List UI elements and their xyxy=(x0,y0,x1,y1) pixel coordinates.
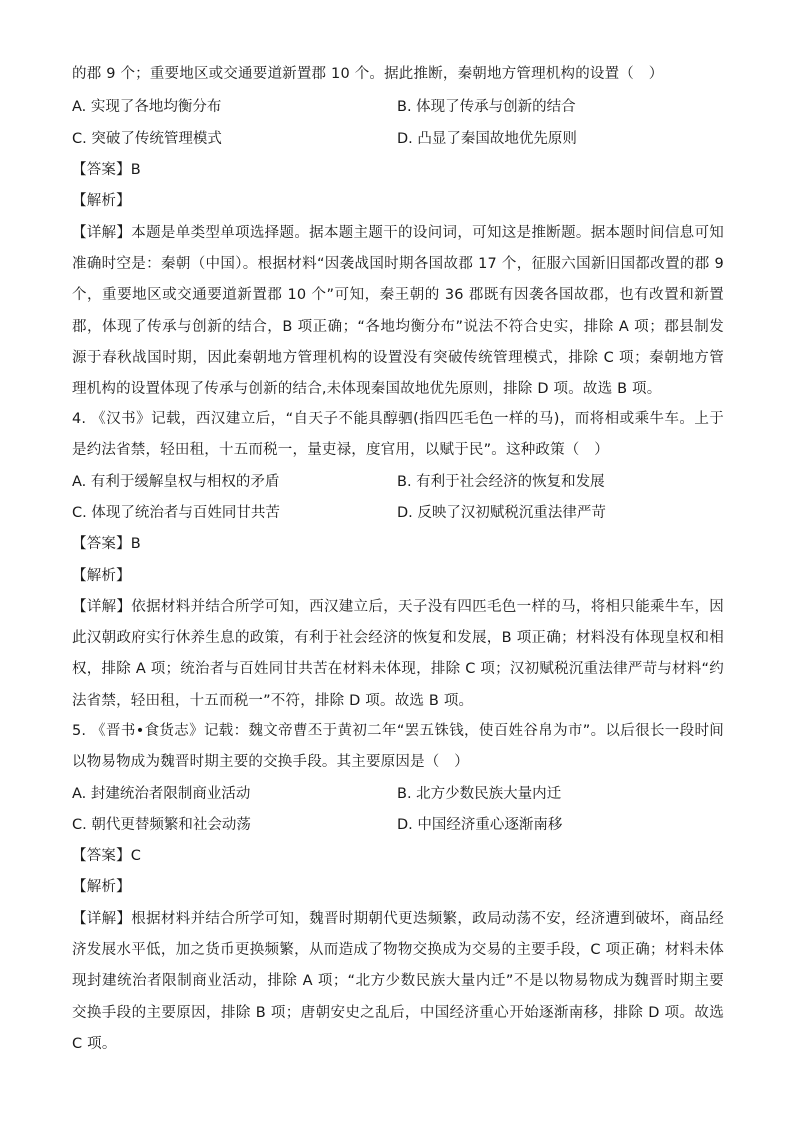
option-label: B. xyxy=(397,99,412,115)
option-label: C. xyxy=(72,817,87,833)
option-text: 体现了传承与创新的结合 xyxy=(416,99,576,115)
q3-analysis-title: 【解析】 xyxy=(72,193,131,209)
option-text: 有利于社会经济的恢复和发展 xyxy=(416,474,605,490)
option-text: 反映了汉初赋税沉重法律严苛 xyxy=(417,505,606,521)
q5-analysis-title: 【解析】 xyxy=(72,879,131,895)
option-text: 北方少数民族大量内迁 xyxy=(416,786,562,802)
q5-option-b[interactable] xyxy=(397,779,561,810)
q3-option-b[interactable] xyxy=(397,92,576,123)
q3-stem-tail: 的郡 9 个；重要地区或交通要道新置郡 10 个。据此推断，秦朝地方管理机构的设置（ ） xyxy=(72,66,664,82)
q5-detail: 【详解】根据材料并结合所学可知，魏晋时期朝代更迭频繁，政局动荡不安，经济遭到破坏，商品经济发展水平低，加之货币更换频繁，从而造成了物物交换成为交易的主要手段，C 项正确；材料未体现封建统治者限制商业活动，排除 A 项；“北方少数民族大量内迁”不是以物易物成为魏晋时期主要交换手段的主要原因，排除 B 项；唐朝安史之乱后，中国经济重心开始逐渐南移，排除 D 项。故选 C 项。 xyxy=(72,911,724,1052)
q5-stem: 5. 《晋书•食货志》记载：魏文帝曹丕于黄初二年“罢五铢钱，使百姓谷帛为市”。以后很长一段时间以物易物成为魏晋时期主要的交换手段。其主要原因是（ ） xyxy=(72,723,724,771)
q4-option-a[interactable] xyxy=(72,467,279,498)
q4-analysis-title: 【解析】 xyxy=(72,568,131,584)
q3-option-c[interactable] xyxy=(72,124,222,155)
q5-option-c[interactable] xyxy=(72,810,251,841)
option-label: A. xyxy=(72,99,87,115)
q5-option-d[interactable] xyxy=(397,810,562,841)
q3-option-d[interactable] xyxy=(397,124,577,155)
option-text: 体现了统治者与百姓同甘共苦 xyxy=(91,505,280,521)
option-label: B. xyxy=(397,786,412,802)
q4-option-c[interactable] xyxy=(72,498,280,529)
q4-option-d[interactable] xyxy=(397,498,606,529)
q4-stem: 4. 《汉书》记载，西汉建立后，“自天子不能具醇驷(指四匹毛色一样的马)，而将相或乘牛车。上于是约法省禁，轻田租，十五而税一，量吏禄，度官用，以赋于民”。这种政策（ ） xyxy=(72,411,724,459)
option-text: 凸显了秦国故地优先原则 xyxy=(417,131,577,147)
q5-option-a[interactable] xyxy=(72,779,250,810)
option-text: 有利于缓解皇权与相权的矛盾 xyxy=(90,474,280,490)
q3-answer: 【答案】B xyxy=(72,162,141,178)
option-text: 封建统治者限制商业活动 xyxy=(90,786,251,802)
option-label: A. xyxy=(72,786,87,802)
q3-option-a[interactable] xyxy=(72,92,221,123)
option-label: D. xyxy=(397,505,413,521)
option-text: 朝代更替频繁和社会动荡 xyxy=(91,817,251,833)
option-label: C. xyxy=(72,131,87,147)
option-text: 中国经济重心逐渐南移 xyxy=(417,817,563,833)
q5-answer: 【答案】C xyxy=(72,848,142,864)
option-text: 实现了各地均衡分布 xyxy=(90,99,222,115)
option-label: D. xyxy=(397,131,413,147)
q4-option-b[interactable] xyxy=(397,467,605,498)
q4-detail: 【详解】依据材料并结合所学可知，西汉建立后，天子没有四匹毛色一样的马，将相只能乘牛车，因此汉朝政府实行休养生息的政策，有利于社会经济的恢复和发展，B 项正确；材料没有体现皇权和相权，排除 A 项；统治者与百姓同甘共苦在材料未体现，排除 C 项；汉初赋税沉重法律严苛与材料“约法省禁，轻田租，十五而税一”不符，排除 D 项。故选 B 项。 xyxy=(72,599,724,709)
q3-detail: 【详解】本题是单类型单项选择题。据本题主题干的设问词，可知这是推断题。据本题时间信息可知准确时空是：秦朝（中国）。根据材料“因袭战国时期各国故郡 17 个，征服六国新旧国都改置的郡 9 个，重要地区或交通要道新置郡 10 个”可知，秦王朝的 36 郡既有因袭各国故郡，也有改置和新置郡，体现了传承与创新的结合，B 项正确；“各地均衡分布”说法不符合史实，排除 A 项；郡县制发源于春秋战国时期，因此秦朝地方管理机构的设置没有突破传统管理模式，排除 C 项；秦朝地方管理机构的设置体现了传承与创新的结合,未体现秦国故地优先原则，排除 D 项。故选 B 项。 xyxy=(72,225,724,398)
option-label: B. xyxy=(397,474,412,490)
q4-answer: 【答案】B xyxy=(72,536,141,552)
option-label: A. xyxy=(72,474,87,490)
option-label: D. xyxy=(397,817,413,833)
option-label: C. xyxy=(72,505,87,521)
option-text: 突破了传统管理模式 xyxy=(91,131,222,147)
